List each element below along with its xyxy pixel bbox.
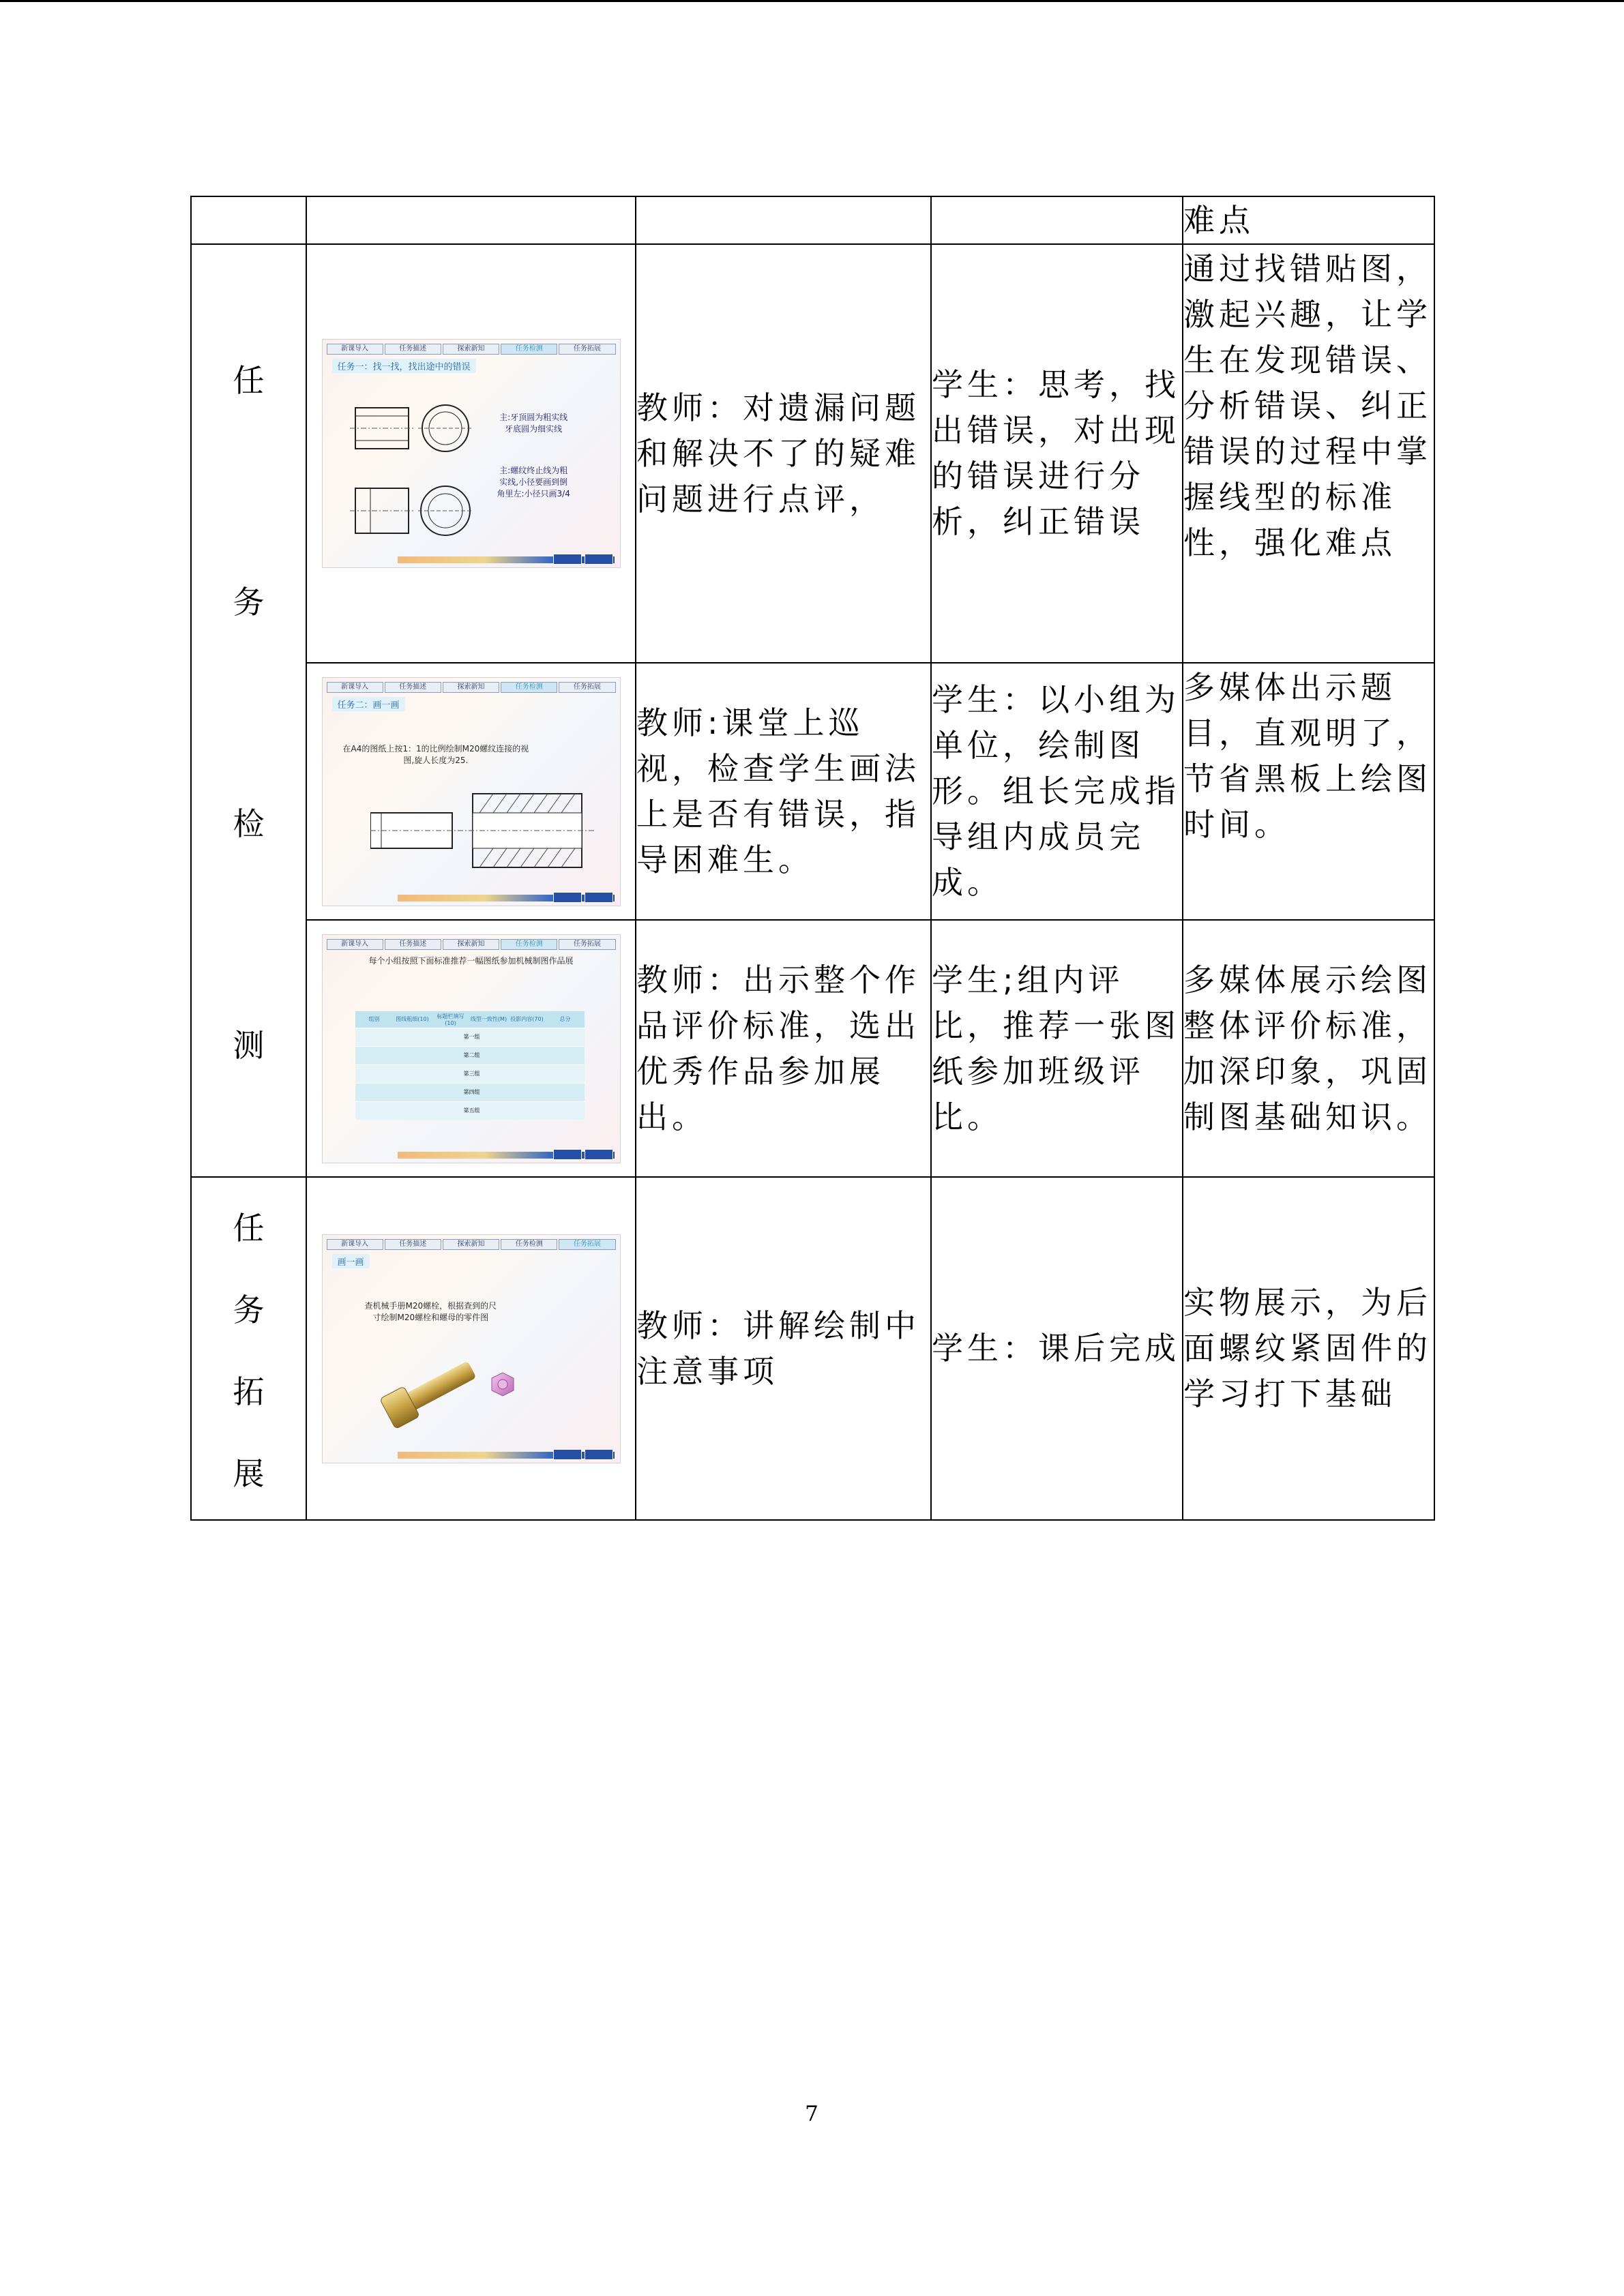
student-activity-cell: 学生：以小组为单位，绘制图形。组长完成指导组内成员完成。	[931, 663, 1183, 920]
thread-drawing	[350, 387, 473, 544]
slide-draw-task	[322, 677, 621, 906]
stage-cell-task-check	[191, 244, 306, 1177]
bolt-nut-illustration	[377, 1351, 527, 1440]
criteria-row: 第一组	[355, 1028, 585, 1046]
slide-nav-buttons	[553, 892, 613, 903]
student-activity-cell: 学生：思考，找出错误，对出现的错误进行分析，纠正错误	[931, 244, 1183, 663]
continuation-row	[191, 196, 1434, 244]
criteria-row: 第五组	[355, 1101, 585, 1120]
teacher-activity-cell: 教师：讲解绘制中注意事项	[636, 1177, 931, 1520]
slide-notes: 在A4的图纸上按1：1的比例绘制M20螺纹连接的视 图,旋人长度为25.	[342, 743, 529, 765]
table-row	[191, 920, 1434, 1177]
slide-nav-buttons	[553, 554, 613, 565]
student-activity-cell: 学生：课后完成	[931, 1177, 1183, 1520]
table-row	[191, 663, 1434, 920]
slide-nav-buttons	[553, 1449, 613, 1460]
slide-nav-buttons	[553, 1149, 613, 1160]
criteria-row: 第三组	[355, 1064, 585, 1083]
slide-title: 任务一：找一找，找出途中的错误	[332, 359, 476, 373]
stage-cell-continued	[191, 196, 306, 244]
design-intent-cell: 实物展示，为后面螺纹紧固件的学习打下基础	[1183, 1177, 1434, 1520]
design-intent-cell: 通过找错贴图，激起兴趣，让学生在发现错误、分析错误、纠正错误的过程中掌握线型的标准性，强化难点	[1183, 244, 1434, 663]
slide-title: 画一画	[332, 1254, 370, 1268]
slide-notes: 查机械手册M20螺栓，根据查到的尺 寸绘制M20螺栓和螺母的零件图	[364, 1300, 497, 1322]
teacher-activity-cell: 教师:课堂上巡视，检查学生画法上是否有错误，指导困难生。	[636, 663, 931, 920]
effect-text: 难点	[1183, 201, 1254, 239]
slide-notes: 主:牙顶圆为粗实线 牙底圆为细实线 主:螺纹终止线为粗 实线,小径要画到倒 角里左:小径只画3/4	[497, 413, 570, 498]
lesson-plan-table	[190, 196, 1435, 1521]
slide-title: 每个小组按照下面标准推荐一幅图纸参加机械制图作品展	[368, 955, 574, 966]
teacher-cell-empty	[636, 196, 931, 244]
image-cell-empty	[306, 196, 636, 244]
slide-image-cell	[306, 244, 636, 663]
criteria-row: 第二组	[355, 1046, 585, 1064]
stage-label: 任 务 拓 展	[233, 1209, 265, 1492]
slide-image-cell	[306, 1177, 636, 1520]
page-number: 7	[805, 2102, 818, 2126]
student-cell-empty	[931, 196, 1183, 244]
criteria-row: 第四组	[355, 1083, 585, 1101]
slide-evaluation-criteria	[322, 934, 621, 1163]
teacher-activity-cell: 教师：出示整个作品评价标准，选出优秀作品参加展出。	[636, 920, 931, 1177]
slide-extension-draw	[322, 1234, 621, 1463]
slide-find-errors	[322, 339, 621, 568]
student-activity-cell: 学生;组内评比，推荐一张图纸参加班级评比。	[931, 920, 1183, 1177]
criteria-header: 组别 图线粗细(10) 标题栏填写(10) 线型一致性(M) 投影内容(70) 总分	[355, 1011, 585, 1028]
stage-cell-task-extension	[191, 1177, 306, 1520]
slide-image-cell	[306, 663, 636, 920]
slide-nav: 新课导入 任务描述 探索新知 任务检测 任务拓展	[327, 344, 616, 355]
design-intent-cell: 多媒体展示绘图整体评价标准，加深印象，巩固制图基础知识。	[1183, 920, 1434, 1177]
slide-nav: 新课导入 任务描述 探索新知 任务检测 任务拓展	[327, 1239, 616, 1250]
table-row	[191, 244, 1434, 663]
page-top-rule	[0, 0, 1624, 2]
slide-image-cell	[306, 920, 636, 1177]
slide-nav: 新课导入 任务描述 探索新知 任务检测 任务拓展	[327, 682, 616, 693]
table-row	[191, 1177, 1434, 1520]
criteria-table	[355, 1011, 585, 1120]
slide-nav: 新课导入 任务描述 探索新知 任务检测 任务拓展	[327, 939, 616, 950]
effect-cell	[1183, 196, 1434, 244]
slide-title: 任务二：画一画	[332, 697, 405, 711]
design-intent-cell: 多媒体出示题目，直观明了，节省黑板上绘图时间。	[1183, 663, 1434, 920]
bolt-drawing	[370, 787, 602, 876]
teacher-activity-cell: 教师：对遗漏问题和解决不了的疑难问题进行点评，	[636, 244, 931, 663]
stage-label: 任 务 检 测	[233, 361, 265, 1064]
